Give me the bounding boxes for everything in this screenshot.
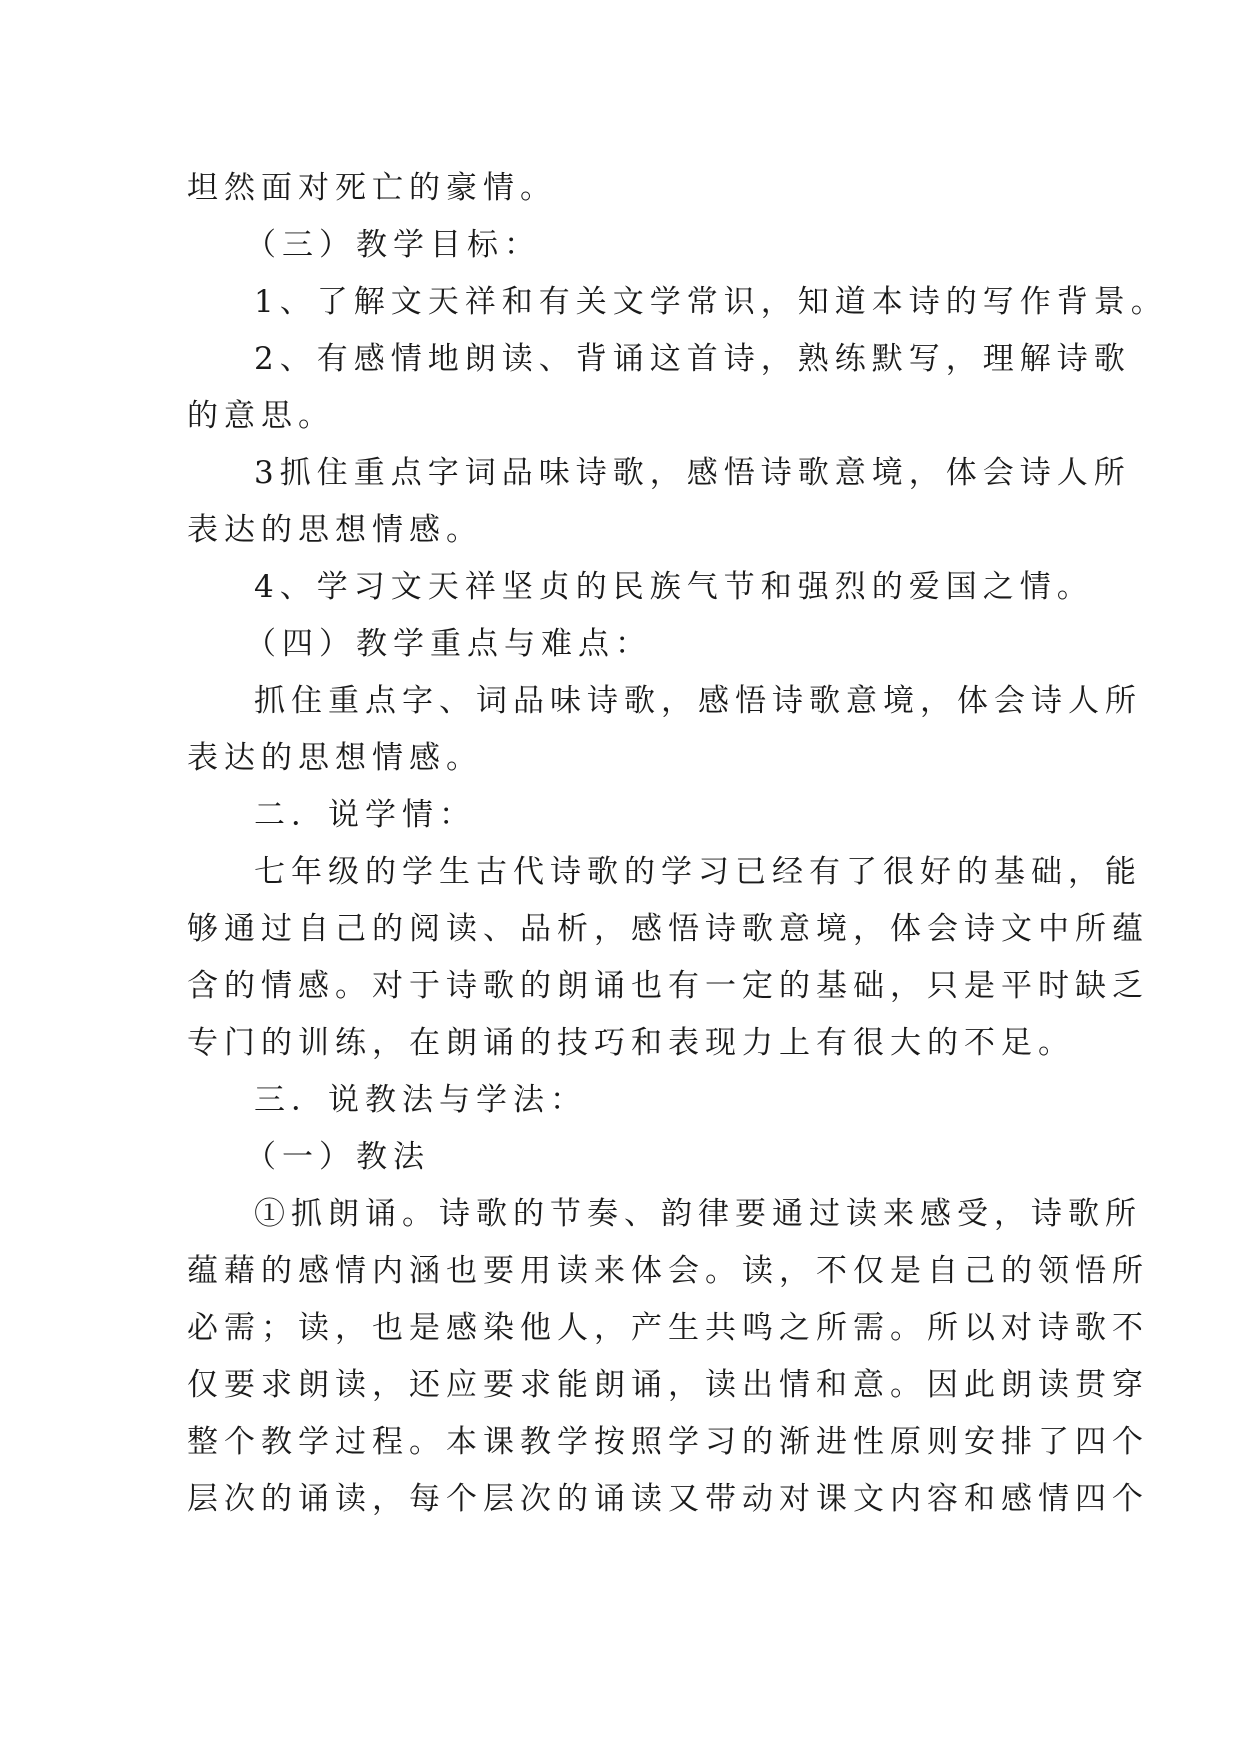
text-line: 蕴藉的感情内涵也要用读来体会。读，不仅是自己的领悟所 (187, 1253, 1149, 1289)
text-line: 抓住重点字、词品味诗歌，感悟诗歌意境，体会诗人所 (254, 683, 1142, 719)
text-line: 坦然面对死亡的豪情。 (187, 170, 557, 206)
text-line: 含的情感。对于诗歌的朗诵也有一定的基础，只是平时缺乏 (187, 968, 1149, 1004)
text-line: 表达的思想情感。 (187, 740, 483, 776)
text-line: 层次的诵读，每个层次的诵读又带动对课文内容和感情四个 (187, 1481, 1149, 1517)
text-line: （三）教学目标： (245, 227, 541, 263)
text-line: 二．说学情： (254, 797, 476, 833)
text-line: 三．说教法与学法： (254, 1082, 587, 1118)
text-line: 的意思。 (187, 398, 335, 434)
text-line: ①抓朗诵。诗歌的节奏、韵律要通过读来感受，诗歌所 (254, 1196, 1142, 1232)
text-line: 必需；读，也是感染他人，产生共鸣之所需。所以对诗歌不 (187, 1310, 1149, 1346)
text-line: 仅要求朗读，还应要求能朗诵，读出情和意。因此朗读贯穿 (187, 1367, 1149, 1403)
text-line: 专门的训练，在朗诵的技巧和表现力上有很大的不足。 (187, 1025, 1075, 1061)
text-line: 七年级的学生古代诗歌的学习已经有了很好的基础，能 (254, 854, 1142, 890)
text-line: 1、了解文天祥和有关文学常识，知道本诗的写作背景。 (254, 284, 1168, 320)
text-line: 整个教学过程。本课教学按照学习的渐进性原则安排了四个 (187, 1424, 1149, 1460)
text-line: 够通过自己的阅读、品析，感悟诗歌意境，体会诗文中所蕴 (187, 911, 1149, 947)
text-line: 4、学习文天祥坚贞的民族气节和强烈的爱国之情。 (254, 569, 1094, 605)
text-line: （四）教学重点与难点： (245, 626, 652, 662)
text-line: 2、有感情地朗读、背诵这首诗，熟练默写，理解诗歌 (254, 341, 1131, 377)
text-line: （一）教法 (245, 1139, 430, 1175)
text-line: 表达的思想情感。 (187, 512, 483, 548)
text-line: 3抓住重点字词品味诗歌，感悟诗歌意境，体会诗人所 (254, 455, 1131, 491)
